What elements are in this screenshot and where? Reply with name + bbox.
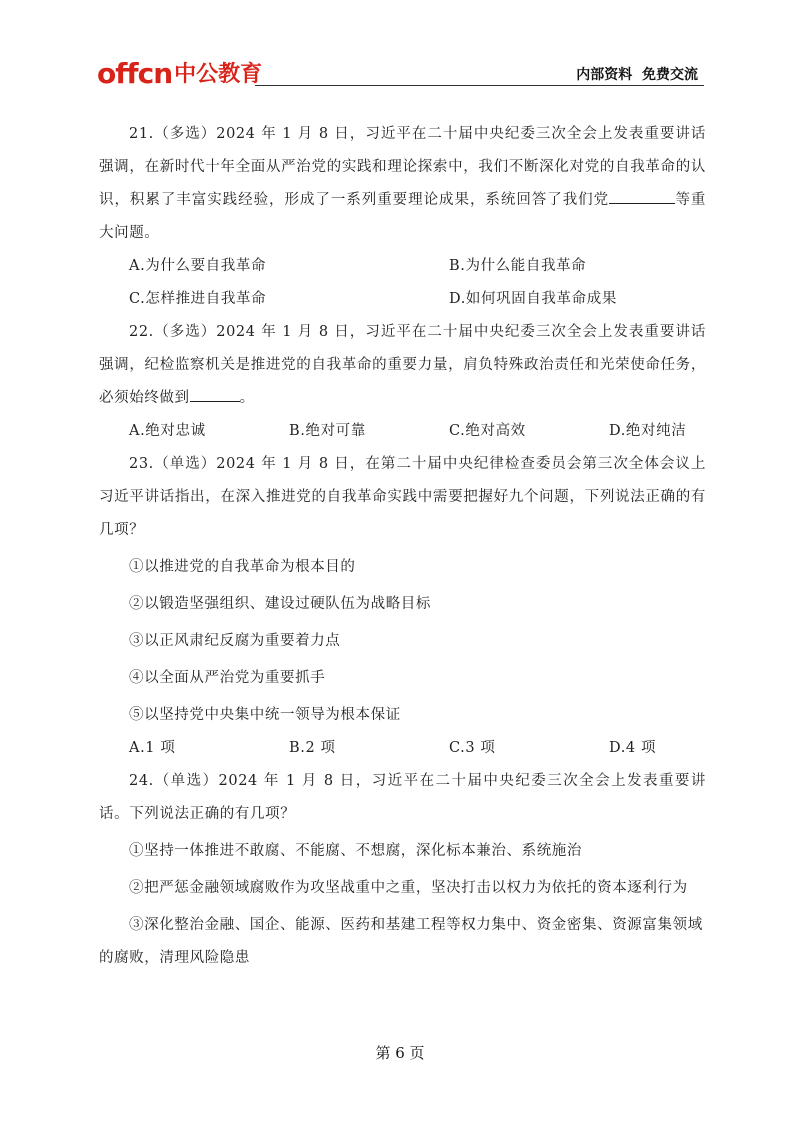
option-a: A.为什么要自我革命 <box>129 258 267 274</box>
question-23-item-1: ①以推进党的自我革命为根本目的 <box>129 559 356 575</box>
page-content <box>99 118 706 975</box>
question-23-stem: 23.（单选）2024 年 1 月 8 日，在第二十届中央纪律检查委员会第三次全体会议上习近平讲话指出，在深入推进党的自我革命实践中需要把握好九个问题，下列说法正确的有几项？ <box>99 456 706 538</box>
header-rule <box>255 85 704 86</box>
logo-text-en: offcn <box>97 57 173 90</box>
question-21-text-end: 等重大问题。 <box>99 192 707 241</box>
question-22-stem <box>99 316 706 415</box>
question-23-options <box>99 732 706 765</box>
option-a: A.1 项 <box>129 740 176 756</box>
option-b: B.绝对可靠 <box>289 423 366 439</box>
option-d: D.4 项 <box>609 740 657 756</box>
option-d: D.如何巩固自我革命成果 <box>449 291 617 307</box>
question-21-options-row1 <box>99 250 706 283</box>
question-22-text: 22.（多选）2024 年 1 月 8 日，习近平在二十届中央纪委三次全会上发表重要讲话强调，纪检监察机关是推进党的自我革命的重要力量，肩负特殊政治责任和光荣使命任务，必须始终做到 <box>99 324 706 406</box>
page-number: 第 6 页 <box>375 1044 425 1062</box>
question-23-item-2: ②以锻造坚强组织、建设过硬队伍为战略目标 <box>129 596 431 612</box>
question-22-text-end: 。 <box>239 390 255 406</box>
question-23-item-4: ④以全面从严治党为重要抓手 <box>129 670 326 686</box>
option-a: A.绝对忠诚 <box>129 423 206 439</box>
question-24-item-1: ①坚持一体推进不敢腐、不能腐、不想腐，深化标本兼治、系统施治 <box>129 843 582 859</box>
offcn-logo <box>97 58 262 88</box>
question-21-text: 21.（多选）2024 年 1 月 8 日，习近平在二十届中央纪委三次全会上发表重要讲话强调，在新时代十年全面从严治党的实践和理论探索中，我们不断深化对党的自我革命的认识，积累了丰富实践经验，形成了一系列重要理论成果，系统回答了我们党 <box>99 126 706 208</box>
question-22-options <box>99 415 706 448</box>
option-c: C.绝对高效 <box>449 423 526 439</box>
question-21-options-row2 <box>99 283 706 316</box>
question-24-stem: 24.（单选）2024 年 1 月 8 日，习近平在二十届中央纪委三次全会上发表重要讲话。下列说法正确的有几项？ <box>99 773 706 822</box>
option-d: D.绝对纯洁 <box>609 423 687 439</box>
logo-text-cn: 中公教育 <box>174 62 263 87</box>
answer-blank <box>609 189 675 204</box>
question-23-item-3: ③以正风肃纪反腐为重要着力点 <box>129 633 341 649</box>
question-21-stem <box>99 118 706 250</box>
header-note: 内部资料 免费交流 <box>576 67 698 83</box>
option-b: B.2 项 <box>289 740 336 756</box>
page-header <box>97 58 704 88</box>
question-24-item-2: ②把严惩金融领域腐败作为攻坚战重中之重，坚决打击以权力为依托的资本逐利行为 <box>129 880 688 896</box>
option-c: C.怎样推进自我革命 <box>129 291 267 307</box>
answer-blank <box>190 387 240 402</box>
option-b: B.为什么能自我革命 <box>449 258 587 274</box>
option-c: C.3 项 <box>449 740 496 756</box>
question-23-item-5: ⑤以坚持党中央集中统一领导为根本保证 <box>129 707 401 723</box>
question-24-item-3: ③深化整治金融、国企、能源、医药和基建工程等权力集中、资金密集、资源富集领域的腐败，清理风险隐患 <box>99 917 703 966</box>
